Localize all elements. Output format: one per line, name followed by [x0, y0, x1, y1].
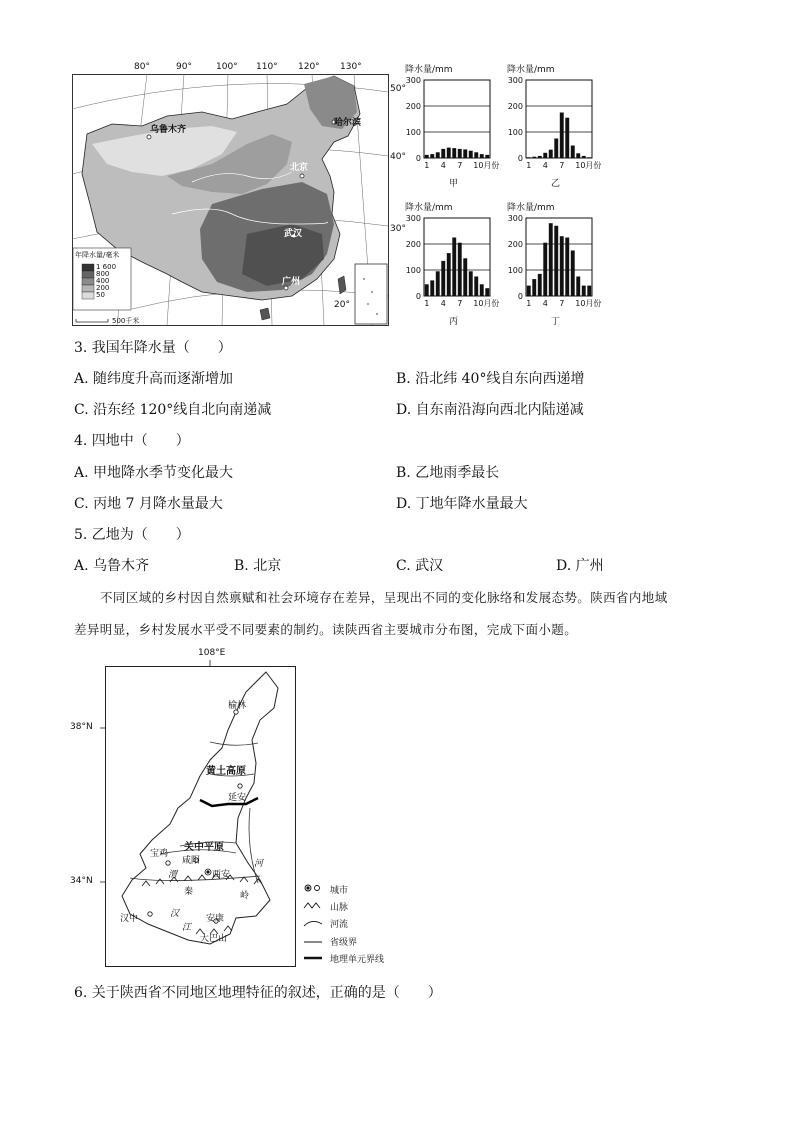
bar [441, 149, 445, 158]
bar [543, 243, 547, 296]
y-tick-label: 100 [405, 266, 421, 275]
chart-name: 丁 [551, 317, 561, 327]
chart-panel-2 [400, 200, 500, 330]
q5-stem: 5. 乙地为（ ） [74, 527, 190, 543]
bar [485, 155, 489, 158]
lon-label: 110° [256, 62, 278, 72]
shaanxi-map [60, 648, 400, 970]
place-label: 河 [254, 859, 264, 869]
chart-panel-3 [502, 200, 610, 330]
y-tick-label: 100 [507, 266, 523, 275]
bar [560, 236, 564, 296]
lat-label: 30° [390, 224, 406, 234]
place-label: 关中平原 [184, 842, 224, 853]
legend-value: 1 600 [96, 263, 117, 271]
chart-ylabel: 降水量/mm [405, 65, 453, 75]
x-tick-label: 4 [542, 299, 548, 308]
chart-ylabel: 降水量/mm [507, 203, 555, 213]
lat-label: 40° [390, 152, 406, 162]
bar [565, 238, 569, 297]
bar [474, 277, 478, 297]
legend-label: 地理单元界线 [330, 955, 385, 965]
lon-label: 80° [134, 62, 150, 72]
place-label: 秦 [184, 887, 194, 897]
place-label: 渭 [168, 870, 178, 880]
chart-panel-0 [400, 62, 500, 188]
place-label: 岭 [240, 891, 250, 901]
bar [532, 157, 536, 158]
chart-name: 丙 [449, 317, 459, 327]
chart-ylabel: 降水量/mm [507, 65, 555, 75]
bar [532, 279, 536, 296]
q4-option-d[interactable]: D. 丁地年降水量最大 [396, 496, 528, 512]
place-label: 大巴山 [200, 934, 228, 944]
y-tick-label: 0 [517, 292, 523, 301]
bar [452, 238, 456, 297]
bar [527, 157, 531, 158]
bar [571, 251, 575, 297]
place-label: 宝鸡 [150, 849, 169, 859]
bar [430, 154, 434, 158]
x-tick-label: 1 [424, 299, 430, 308]
bar [538, 156, 542, 158]
y-tick-label: 200 [507, 240, 523, 249]
legend-label: 河流 [330, 920, 349, 930]
chart-svg [502, 74, 610, 188]
bar [480, 284, 484, 296]
bar [480, 154, 484, 158]
bar [587, 157, 591, 158]
bar [538, 274, 542, 296]
q4-stem: 4. 四地中（ ） [74, 433, 190, 449]
bar [463, 149, 467, 158]
bar [554, 226, 558, 296]
legend-value: 200 [96, 284, 110, 292]
q3-option-d[interactable]: D. 自东南沿海向西北内陆递减 [396, 402, 584, 418]
q3-stem: 3. 我国年降水量（ ） [74, 340, 232, 356]
bar [582, 156, 586, 158]
bar [576, 153, 580, 158]
place-label: 榆林 [228, 701, 247, 711]
x-tick-label: 7 [457, 161, 463, 170]
bar [543, 153, 547, 158]
lon-label: 100° [216, 62, 238, 72]
q3-option-c[interactable]: C. 沿东经 120°线自北向南递减 [74, 402, 272, 418]
china-precipitation-map [72, 62, 406, 326]
legend-title: 年降水量/毫米 [75, 251, 120, 259]
q5-option-a[interactable]: A. 乌鲁木齐 [74, 558, 150, 574]
bar [571, 146, 575, 158]
q4-option-a[interactable]: A. 甲地降水季节变化最大 [74, 465, 234, 481]
bar [458, 149, 462, 158]
y-tick-label: 200 [507, 102, 523, 111]
y-tick-label: 300 [507, 214, 523, 223]
q3-option-b[interactable]: B. 沿北纬 40°线自东向西递增 [396, 371, 585, 387]
bar [452, 148, 456, 158]
x-tick-label: 1 [526, 161, 532, 170]
q5-option-b[interactable]: B. 北京 [234, 558, 282, 574]
bar [565, 118, 569, 158]
bar [441, 261, 445, 296]
bar [549, 223, 553, 296]
intro-line-2: 差异明显，乡村发展水平受不同要素的制约。读陕西省主要城市分布图，完成下面小题。 [74, 622, 578, 637]
chart-name: 乙 [551, 179, 561, 189]
place-label: 西安 [212, 870, 231, 880]
bar [554, 139, 558, 159]
bar [425, 155, 429, 158]
y-tick-label: 200 [405, 240, 421, 249]
bar [587, 286, 591, 296]
place-label: 延安 [228, 793, 247, 803]
x-tick-label: 4 [542, 161, 548, 170]
city-label: 哈尔滨 [334, 118, 362, 128]
chart-name: 甲 [449, 179, 459, 189]
y-tick-label: 100 [507, 128, 523, 137]
q5-option-c[interactable]: C. 武汉 [396, 558, 444, 574]
x-tick-label: 10月份 [575, 299, 602, 308]
plot-frame [526, 80, 592, 158]
q6-stem: 6. 关于陕西省不同地区地理特征的叙述，正确的是（ ） [74, 985, 442, 1001]
x-tick-label: 4 [440, 299, 446, 308]
q3-option-a[interactable]: A. 随纬度升高而逐渐增加 [74, 371, 234, 387]
x-tick-label: 1 [526, 299, 532, 308]
legend-value: 50 [96, 291, 105, 299]
bar [582, 286, 586, 296]
bar [469, 271, 473, 296]
lon-label: 130° [340, 62, 362, 72]
bar [485, 288, 489, 296]
place-label: 安康 [206, 914, 225, 924]
x-tick-label: 4 [440, 161, 446, 170]
x-tick-label: 1 [424, 161, 430, 170]
chart-svg [400, 74, 500, 188]
place-label: 汉中 [120, 914, 139, 924]
chart-panel-1 [502, 62, 610, 188]
bar [549, 150, 553, 158]
place-label: 汉 [170, 909, 180, 919]
bar [430, 280, 434, 296]
city-label: 乌鲁木齐 [150, 125, 187, 135]
scale-label: 500千米 [112, 317, 140, 325]
place-label: 黄土高原 [206, 766, 246, 777]
bar [447, 253, 451, 296]
bar [425, 284, 429, 296]
y-tick-label: 0 [415, 292, 421, 301]
lat-label: 20° [334, 300, 350, 310]
bar [436, 152, 440, 158]
y-tick-label: 200 [405, 102, 421, 111]
lon-label: 90° [176, 62, 192, 72]
place-label: 江 [182, 923, 192, 933]
lat-label: 34°N [70, 876, 93, 886]
chart-ylabel: 降水量/mm [405, 203, 453, 213]
lat-label: 50° [390, 84, 406, 94]
y-tick-label: 100 [405, 128, 421, 137]
city-label: 北京 [290, 163, 309, 173]
legend-label: 山脉 [330, 903, 349, 913]
bar [436, 271, 440, 296]
bar [447, 148, 451, 158]
bar [463, 258, 467, 296]
lon-label: 120° [298, 62, 320, 72]
bar [469, 151, 473, 158]
legend-value: 800 [96, 270, 110, 278]
bar [458, 243, 462, 296]
legend-value: 400 [96, 277, 110, 285]
plot-frame [424, 80, 490, 158]
y-tick-label: 300 [405, 76, 421, 85]
y-tick-label: 300 [507, 76, 523, 85]
y-tick-label: 300 [405, 214, 421, 223]
city-label: 武汉 [284, 229, 303, 239]
bar [560, 113, 564, 159]
x-tick-label: 7 [559, 161, 565, 170]
lon-label: 108°E [198, 648, 226, 658]
lat-label: 38°N [70, 722, 93, 732]
bar [474, 152, 478, 158]
bar [576, 277, 580, 297]
y-tick-label: 0 [517, 154, 523, 163]
x-tick-label: 10月份 [575, 161, 602, 170]
chart-svg [502, 212, 610, 326]
x-tick-label: 10月份 [473, 299, 500, 308]
y-tick-label: 0 [415, 154, 421, 163]
x-tick-label: 10月份 [473, 161, 500, 170]
q5-option-d[interactable]: D. 广州 [556, 558, 604, 574]
q4-option-b[interactable]: B. 乙地雨季最长 [396, 465, 500, 481]
x-tick-label: 7 [559, 299, 565, 308]
legend-label: 省级界 [330, 938, 358, 948]
bar [527, 286, 531, 296]
x-tick-label: 7 [457, 299, 463, 308]
intro-line-1: 不同区域的乡村因自然禀赋和社会环境存在差异，呈现出不同的变化脉络和发展态势。陕西省内地域 [100, 590, 668, 605]
legend-label: 城市 [330, 886, 349, 896]
city-label: 广州 [282, 277, 301, 287]
chart-svg [400, 212, 500, 326]
q4-option-c[interactable]: C. 丙地 7 月降水量最大 [74, 496, 223, 512]
place-label: 咸阳 [182, 856, 201, 866]
